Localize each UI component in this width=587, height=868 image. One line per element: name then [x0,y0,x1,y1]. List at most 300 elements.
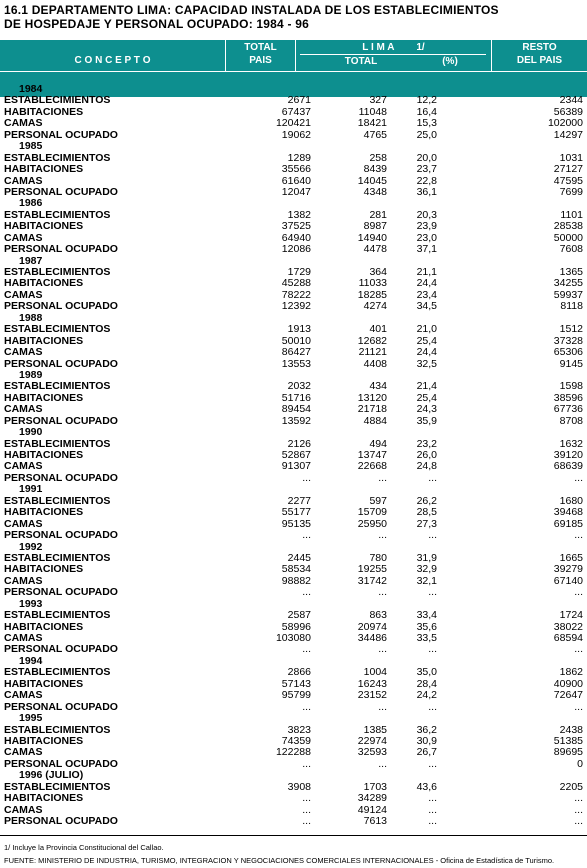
total-pais-cell: 3823 [287,723,311,736]
year-label: 1995 [19,712,43,725]
year-row [0,770,587,781]
concept-label: HABITACIONES [4,277,84,290]
resto-cell: 1680 [559,494,583,507]
lima-total-cell: 34289 [357,792,387,805]
concept-label: PERSONAL OCUPADO [4,300,118,313]
lima-pct-cell: 36,1 [416,185,437,198]
lima-total-cell: 364 [369,266,387,278]
concept-label: ESTABLECIMIENTOS [4,266,111,278]
table-row [0,507,587,518]
total-pais-cell: 91307 [281,460,311,473]
total-pais-cell: ... [302,757,311,770]
resto-cell: 59937 [553,288,583,301]
lima-pct-cell: 33,5 [416,632,437,644]
concept-label: CAMAS [4,460,43,473]
concept-label: PERSONAL OCUPADO [4,700,118,713]
total-pais-cell: 120421 [275,117,311,130]
total-pais-cell: 3908 [287,780,311,793]
total-pais-cell: 64940 [281,231,311,244]
lima-pct-cell: 34,5 [416,300,437,313]
total-pais-cell: 95135 [281,517,311,530]
resto-cell: 68594 [553,632,583,644]
lima-total-cell: ... [378,643,387,656]
resto-cell: 68639 [553,460,583,473]
total-pais-cell: 58996 [281,620,311,633]
concept-label: PERSONAL OCUPADO [4,471,118,484]
resto-cell: ... [574,700,583,713]
concept-label: ESTABLECIMIENTOS [4,94,111,107]
table-row [0,416,587,427]
lima-pct-cell: 15,3 [416,117,437,130]
lima-total-cell: 14045 [357,174,387,187]
lima-total-cell: 20974 [357,620,387,633]
resto-cell: 1365 [559,266,583,278]
total-pais-cell: 2445 [287,551,311,564]
resto-cell: 2438 [559,723,583,736]
total-pais-cell: 86427 [281,346,311,359]
year-label: 1984 [19,83,43,95]
total-pais-cell: 12392 [281,300,311,313]
lima-pct-cell: 26,0 [416,449,437,461]
concept-label: ESTABLECIMIENTOS [4,380,111,393]
lima-pct-cell: 20,0 [416,151,437,164]
resto-cell: ... [574,529,583,542]
lima-total-cell: 1004 [363,666,387,679]
resto-cell: 39120 [553,449,583,461]
lima-pct-cell: 23,9 [416,220,437,233]
total-pais-cell: 2671 [287,94,311,107]
total-pais-cell: ... [302,529,311,542]
resto-cell: ... [574,815,583,827]
concept-label: HABITACIONES [4,163,84,176]
lima-total-cell: 25950 [357,517,387,530]
resto-cell: 69185 [553,517,583,530]
lima-total-cell: 4274 [363,300,387,313]
year-row [0,713,587,724]
resto-cell: 38596 [553,391,583,404]
lima-total-cell: 401 [369,323,387,336]
table-row [0,587,587,598]
table-row [0,359,587,370]
total-pais-cell: 98882 [281,574,311,587]
concept-label: ESTABLECIMIENTOS [4,780,111,793]
resto-cell: 34255 [553,277,583,290]
concept-label: ESTABLECIMIENTOS [4,551,111,564]
lima-total-cell: 13747 [357,449,387,461]
table-row [0,644,587,655]
table-row [0,347,587,358]
lima-total-cell: 22668 [357,460,387,473]
lima-total-header: TOTAL [344,56,378,67]
lima-pct-cell: 23,4 [416,288,437,301]
total-pais-cell: 122288 [275,746,311,759]
lima-total-cell: 327 [369,94,387,107]
lima-total-cell: 494 [369,437,387,450]
resto-cell: 1665 [559,551,583,564]
resto-cell: 9145 [559,357,583,370]
year-row [0,427,587,438]
concept-label: CAMAS [4,346,43,359]
resto-cell: 39468 [553,506,583,519]
lima-total-cell: 780 [369,551,387,564]
lima-pct-cell: 33,4 [416,609,437,622]
lima-total-cell: 18421 [357,117,387,130]
table-row [0,793,587,804]
table-row [0,702,587,713]
lima-pct-cell: 23,0 [416,231,437,244]
lima-pct-cell: 12,2 [416,94,437,107]
total-pais-cell: 19062 [281,128,311,141]
resto-cell: 1031 [559,151,583,164]
concept-label: CAMAS [4,117,43,130]
concept-label: CAMAS [4,231,43,244]
concept-label: PERSONAL OCUPADO [4,757,118,770]
resto-cell: 37328 [553,334,583,347]
lima-total-cell: ... [378,700,387,713]
concept-label: CAMAS [4,574,43,587]
resto-cell: ... [574,643,583,656]
resto-cell: 27127 [553,163,583,176]
resto-cell: ... [574,803,583,816]
total-pais-cell: 50010 [281,334,311,347]
lima-pct-cell: 22,8 [416,174,437,187]
total-pais-cell: 2032 [287,380,311,393]
resto-header-2: DEL PAIS [516,55,563,66]
resto-cell: 38022 [553,620,583,633]
lima-total-cell: 32593 [357,746,387,759]
lima-total-cell: 22974 [357,734,387,747]
lima-total-cell: 13120 [357,391,387,404]
total-pais-header-1: TOTAL [244,42,277,53]
lima-pct-cell: ... [428,529,437,542]
year-label: 1990 [19,426,43,439]
year-label: 1994 [19,654,43,667]
lima-pct-cell: 35,0 [416,666,437,679]
total-pais-cell: ... [302,803,311,816]
resto-cell: 0 [577,757,583,770]
total-pais-cell: 74359 [281,734,311,747]
concept-label: ESTABLECIMIENTOS [4,494,111,507]
lima-pct-cell: 26,7 [416,746,437,759]
lima-total-cell: 1385 [363,723,387,736]
total-pais-cell: 52867 [281,449,311,461]
table-row [0,610,587,621]
lima-pct-cell: ... [428,643,437,656]
concept-label: HABITACIONES [4,391,84,404]
concept-label: HABITACIONES [4,506,84,519]
resto-cell: 7699 [559,185,583,198]
concept-label: CAMAS [4,288,43,301]
source-note: FUENTE: MINISTERIO DE INDUSTRIA, TURISMO, INTEGRACION Y NEGOCIACIONES COMERCIALES INTERNACIONALES - Oficina de Estadística de Turismo. [4,856,555,865]
concept-label: CAMAS [4,517,43,530]
lima-total-cell: 16243 [357,677,387,690]
lima-pct-cell: ... [428,471,437,484]
table-row [0,324,587,335]
lima-pct-cell: 25,0 [416,128,437,141]
concept-label: CAMAS [4,174,43,187]
total-pais-cell: 2587 [287,609,311,622]
resto-cell: 1512 [559,323,583,336]
lima-total-cell: 258 [369,151,387,164]
lima-pct-cell: 27,3 [416,517,437,530]
total-pais-cell: ... [302,792,311,805]
concept-label: HABITACIONES [4,334,84,347]
table-row [0,404,587,415]
resto-cell: 7608 [559,243,583,256]
concept-label: HABITACIONES [4,105,84,118]
lima-pct-cell: 23,7 [416,163,437,176]
header-top-rule [0,39,587,40]
resto-cell: 1724 [559,609,583,622]
lima-total-cell: 597 [369,494,387,507]
year-label: 1985 [19,140,43,153]
resto-cell: 89695 [553,746,583,759]
total-pais-cell: 1913 [287,323,311,336]
year-label: 1996 (JULIO) [19,769,84,782]
lima-pct-cell: 30,9 [416,734,437,747]
concept-label: PERSONAL OCUPADO [4,586,118,599]
table-row [0,187,587,198]
lima-total-cell: 7613 [363,815,387,827]
resto-cell: 1862 [559,666,583,679]
lima-total-cell: 18285 [357,288,387,301]
table-row [0,816,587,827]
year-label: 1987 [19,254,43,267]
lima-pct-cell: 20,3 [416,208,437,221]
lima-pct-cell: ... [428,815,437,827]
total-pais-cell: 103080 [275,632,311,644]
resto-cell: 72647 [553,689,583,702]
lima-total-cell: 8987 [363,220,387,233]
concept-label: CAMAS [4,689,43,702]
table-row [0,530,587,541]
total-pais-cell: ... [302,815,311,827]
table-row [0,473,587,484]
resto-header-1: RESTO [522,42,557,53]
year-label: 1991 [19,483,43,496]
year-label: 1989 [19,368,43,381]
total-pais-cell: 2866 [287,666,311,679]
year-label: 1992 [19,540,43,553]
concept-label: PERSONAL OCUPADO [4,815,118,827]
lima-total-cell: 11048 [358,105,387,118]
concept-label: ESTABLECIMIENTOS [4,609,111,622]
table-bottom-rule [0,835,587,836]
lima-pct-cell: ... [428,586,437,599]
lima-total-cell: 49124 [357,803,387,816]
concept-label: ESTABLECIMIENTOS [4,437,111,450]
lima-pct-cell: 24,2 [416,689,437,702]
lima-pct-cell: 26,2 [416,494,437,507]
lima-pct-cell: 32,9 [416,563,437,576]
resto-cell: 2205 [559,780,583,793]
total-pais-cell: 51716 [281,391,311,404]
lima-pct-cell: 35,6 [416,620,437,633]
lima-pct-cell: 25,4 [416,391,437,404]
resto-cell: 67140 [553,574,583,587]
lima-pct-cell: 16,4 [416,105,437,118]
total-pais-cell: 57143 [281,677,311,690]
concept-label: CAMAS [4,746,43,759]
lima-pct-cell: 35,9 [416,414,437,427]
year-label: 1988 [19,311,43,324]
total-pais-cell: 13592 [281,414,311,427]
lima-total-cell: 31742 [357,574,387,587]
total-pais-cell: 55177 [281,506,311,519]
lima-total-cell: 4478 [363,243,387,256]
concept-label: ESTABLECIMIENTOS [4,666,111,679]
lima-pct-cell: 24,4 [416,277,437,290]
total-pais-cell: 1289 [287,151,311,164]
total-pais-cell: ... [302,471,311,484]
title-line-1: 16.1 DEPARTAMENTO LIMA: CAPACIDAD INSTALADA DE LOS ESTABLECIMIENTOS [4,3,499,17]
resto-cell: 2344 [559,94,583,107]
lima-header: L I M A 1/ [362,42,425,53]
lima-total-cell: 434 [369,380,387,393]
lima-pct-cell: 31,9 [416,551,437,564]
lima-pct-cell: ... [428,792,437,805]
lima-pct-cell: 28,4 [416,677,437,690]
resto-cell: ... [574,792,583,805]
lima-pct-cell: 24,3 [416,403,437,416]
header-bottom-rule [0,71,587,72]
resto-cell: 28538 [553,220,583,233]
lima-total-cell: 4765 [363,128,387,141]
concept-label: PERSONAL OCUPADO [4,414,118,427]
concept-label: CAMAS [4,803,43,816]
total-pais-cell: 12047 [281,185,311,198]
resto-cell: 50000 [553,231,583,244]
resto-cell: ... [574,471,583,484]
total-pais-cell: 67437 [281,105,311,118]
lima-pct-cell: 32,5 [416,357,437,370]
resto-cell: 8118 [560,300,583,313]
lima-total-cell: 1703 [363,780,387,793]
year-label: 1993 [19,597,43,610]
lima-total-cell: 21718 [357,403,387,416]
lima-total-cell: 11033 [358,277,387,290]
lima-pct-cell: 21,0 [416,323,437,336]
total-pais-cell: 95799 [281,689,311,702]
table-row [0,244,587,255]
resto-cell: 1101 [560,208,583,221]
lima-pct-cell: 21,1 [416,266,437,278]
lima-total-cell: 21121 [358,346,387,359]
lima-total-cell: 281 [369,208,387,221]
lima-pct-cell: 28,5 [416,506,437,519]
lima-total-cell: 19255 [357,563,387,576]
concept-label: HABITACIONES [4,563,84,576]
total-pais-cell: 37525 [281,220,311,233]
concept-label: PERSONAL OCUPADO [4,529,118,542]
total-pais-cell: 61640 [281,174,311,187]
lima-pct-cell: 24,4 [416,346,437,359]
resto-cell: 102000 [547,117,583,130]
lima-total-cell: 34486 [357,632,387,644]
total-pais-cell: ... [302,586,311,599]
concept-label: HABITACIONES [4,620,84,633]
lima-pct-cell: 36,2 [416,723,437,736]
concept-label: PERSONAL OCUPADO [4,643,118,656]
concept-label: ESTABLECIMIENTOS [4,723,111,736]
table-body [0,84,587,827]
total-pais-cell: 58534 [281,563,311,576]
total-pais-cell: 78222 [281,288,311,301]
table-title [4,3,499,31]
lima-total-cell: ... [378,529,387,542]
concept-label: HABITACIONES [4,449,84,461]
total-pais-cell: 2126 [287,437,311,450]
total-pais-cell: 13553 [281,357,311,370]
lima-total-cell: 12682 [357,334,387,347]
lima-total-cell: 14940 [357,231,387,244]
table-row [0,782,587,793]
lima-total-cell: 15709 [357,506,387,519]
lima-total-cell: 4348 [363,185,387,198]
table-row [0,690,587,701]
concept-label: CAMAS [4,632,43,644]
total-pais-cell: 89454 [281,403,311,416]
lima-pct-cell: 43,6 [416,780,437,793]
total-pais-cell: ... [302,700,311,713]
concept-label: ESTABLECIMIENTOS [4,208,111,221]
resto-cell: ... [574,586,583,599]
year-row [0,141,587,152]
concept-label: PERSONAL OCUPADO [4,128,118,141]
concept-label: ESTABLECIMIENTOS [4,323,111,336]
resto-cell: 65306 [553,346,583,359]
table-row [0,221,587,232]
lima-total-cell: 4408 [363,357,387,370]
resto-cell: 1632 [559,437,583,450]
lima-total-cell: 4884 [363,414,387,427]
concept-label: HABITACIONES [4,677,84,690]
lima-pct-cell: ... [428,803,437,816]
total-pais-cell: 1729 [287,266,311,278]
lima-pct-cell: 23,2 [416,437,437,450]
resto-cell: 39279 [553,563,583,576]
lima-pct-cell: 21,4 [416,380,437,393]
total-pais-cell: 2277 [287,494,311,507]
total-pais-cell: 1382 [287,208,311,221]
concepto-header: C O N C E P T O [74,55,151,66]
lima-total-cell: ... [378,586,387,599]
concept-label: ESTABLECIMIENTOS [4,151,111,164]
total-pais-header-2: PAIS [249,55,272,66]
total-pais-cell: ... [302,643,311,656]
resto-cell: 8708 [559,414,583,427]
concept-label: HABITACIONES [4,734,84,747]
lima-total-cell: 8439 [363,163,387,176]
concept-label: PERSONAL OCUPADO [4,243,118,256]
lima-pct-cell: 37,1 [416,243,437,256]
lima-total-cell: 23152 [357,689,387,702]
resto-cell: 51385 [553,734,583,747]
concept-label: PERSONAL OCUPADO [4,357,118,370]
resto-cell: 47595 [553,174,583,187]
lima-total-cell: ... [378,757,387,770]
table-row [0,759,587,770]
lima-total-cell: 863 [369,609,387,622]
year-label: 1986 [19,197,43,210]
total-pais-cell: 45288 [281,277,311,290]
table-row [0,301,587,312]
footnote: 1/ Incluye la Provincia Constitucional del Callao. [4,843,164,852]
lima-pct-cell: 25,4 [416,334,437,347]
resto-cell: 56389 [553,105,583,118]
title-line-2: DE HOSPEDAJE Y PERSONAL OCUPADO: 1984 - 96 [4,17,309,31]
lima-underline [300,54,486,55]
